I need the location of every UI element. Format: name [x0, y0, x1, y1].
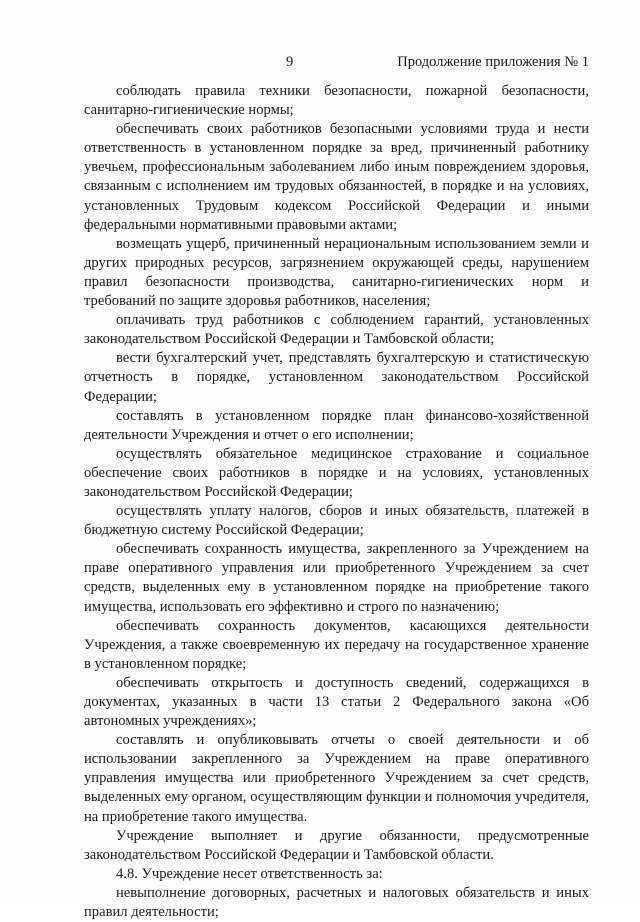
paragraph-damage-compensation: возмещать ущерб, причиненный нерациональным использованием земли и других природных ресурсов, загрязнением окружающей среды, нарушением правил безопасности производства, санитарно-гигиенических норм и требований по защите здоровья работников, населения;: [84, 235, 589, 310]
paragraph-safety-rules: соблюдать правила техники безопасности, пожарной безопасности, санитарно-гигиенические нормы;: [84, 83, 589, 119]
paragraph-tax-payment: осуществлять уплату налогов, сборов и иных обязательств, платежей в бюджетную систему Российской Федерации;: [84, 503, 589, 539]
paragraph-non-fulfillment: невыполнение договорных, расчетных и налоговых обязательств и иных правил деятельности;: [84, 884, 589, 921]
paragraph-other-duties: Учреждение выполняет и другие обязанности, предусмотренные законодательством Российской Федерации и Тамбовской области.: [84, 827, 589, 863]
paragraph-medical-insurance: осуществлять обязательное медицинское страхование и социальное обеспечение своих работников в порядке и на условиях, установленных законодательством Российской Федерации;: [84, 445, 589, 500]
paragraph-property-safety: обеспечивать сохранность имущества, закрепленного за Учреждением на праве оперативного управления или приобретенного Учреждением за счет средств, выделенных ему в установленном порядке на приобретение такого имущества, использовать его эффективно и строго по назначению;: [84, 541, 589, 615]
page-number: 9: [286, 54, 294, 70]
appendix-continuation-note: Продолжение приложения № 1: [397, 54, 589, 70]
section-heading-4-8: 4.8. Учреждение несет ответственность за:: [116, 865, 383, 882]
paragraph-reports: составлять и опубликовывать отчеты о своей деятельности и об использовании закрепленного за Учреждением на праве оперативного управления имущества или приобретенного Учреждением за счет средств, выделенных ему органом, осуществляющим функции и полномочия учредителя, на приобретение такого имущества.: [84, 732, 589, 825]
paragraph-working-conditions: обеспечивать своих работников безопасными условиями труда и нести ответственность в установленном порядке за вред, причиненный работнику увечьем, профессиональным заболеванием либо иным повреждением здоровья, связанным с исполнением им трудовых обязанностей, в порядке и на условиях, установленных Трудовым кодексом Российской Федерации и иными федеральными нормативными правовыми актами;: [84, 121, 589, 233]
document-body: [84, 82, 589, 922]
paragraph-accounting: вести бухгалтерский учет, представлять бухгалтерскую и статистическую отчетность в порядке, установленном законодательством Российской Федерации;: [84, 350, 589, 405]
page-header: [0, 54, 640, 74]
paragraph-financial-plan: составлять в установленном порядке план финансово-хозяйственной деятельности Учреждения и отчет о его исполнении;: [84, 407, 589, 443]
paragraph-labor-payment: оплачивать труд работников с соблюдением гарантий, установленных законодательством Российской Федерации и Тамбовской области;: [84, 312, 589, 348]
paragraph-document-safety: обеспечивать сохранность документов, касающихся деятельности Учреждения, а также своевременную их передачу на государственное хранение в установленном порядке;: [84, 617, 589, 672]
paragraph-transparency: обеспечивать открытость и доступность сведений, содержащихся в документах, указанных в части 13 статьи 2 Федерального закона «Об автономных учреждениях»;: [84, 674, 589, 730]
